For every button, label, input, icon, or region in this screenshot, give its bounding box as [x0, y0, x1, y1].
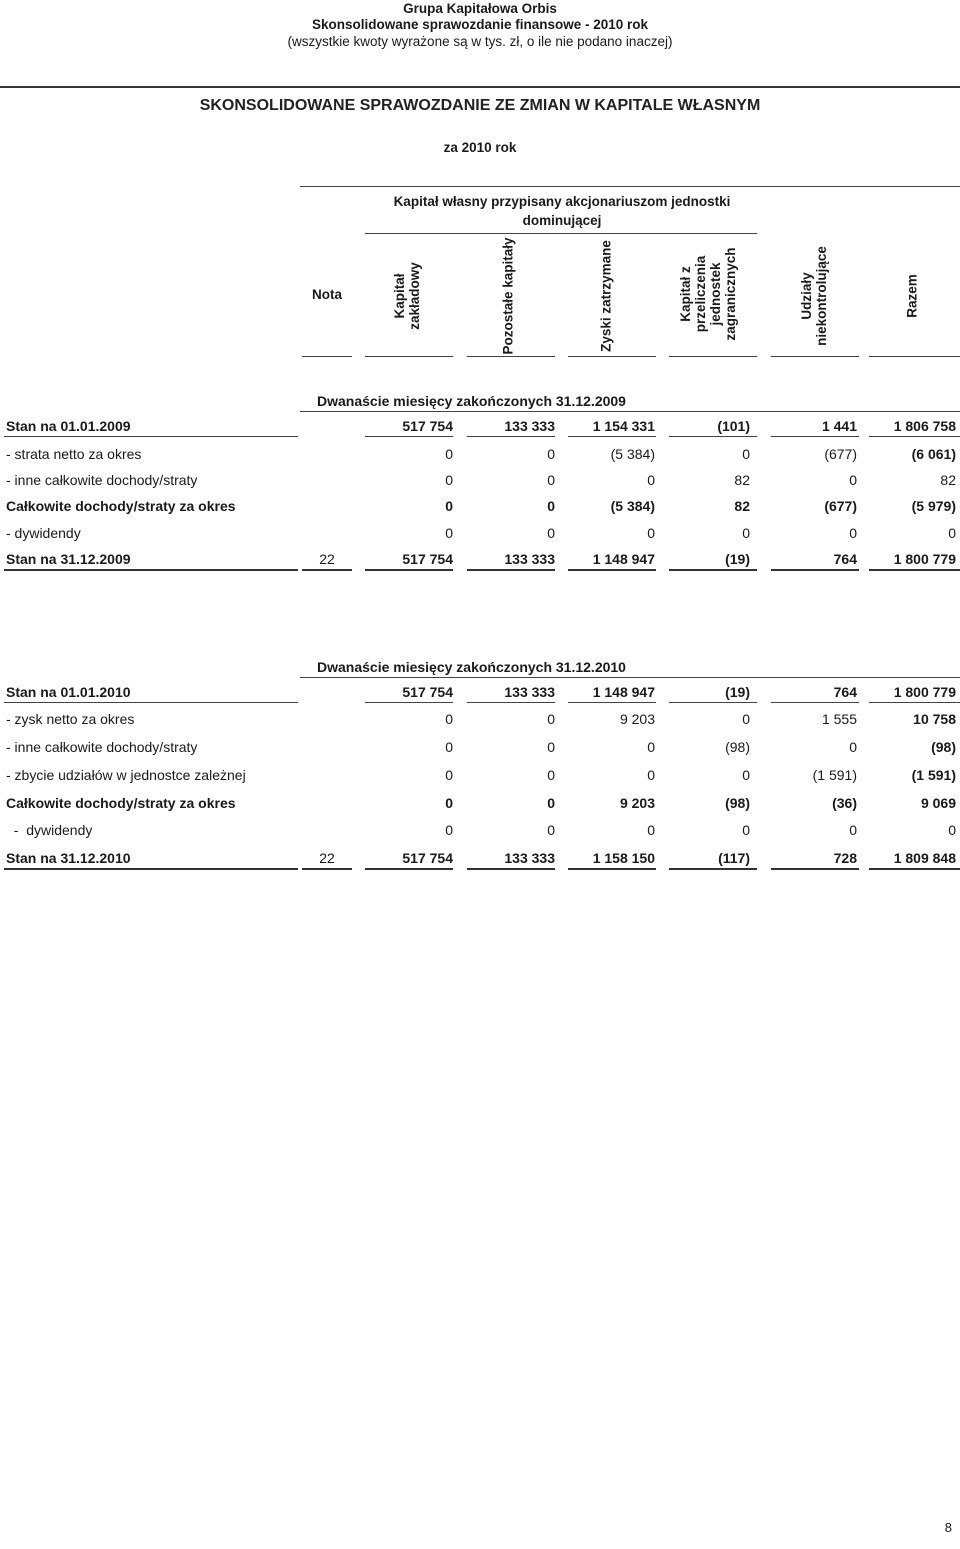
row-label: - inne całkowite dochody/straty: [6, 739, 198, 755]
cell-value: 82: [734, 498, 750, 514]
cell-value: 0: [547, 711, 555, 727]
cell-value: 1 154 331: [592, 418, 655, 434]
header-rule: [568, 356, 656, 357]
column-header-kapital-zakladowy: [392, 261, 422, 331]
cell-value: 0: [849, 739, 857, 755]
column-header-text: Kapitał zakładowy: [392, 262, 422, 330]
row-rule: [669, 436, 757, 437]
table-row: [0, 440, 960, 468]
cell-value: 517 754: [402, 684, 453, 700]
row-rule: [467, 569, 555, 571]
cell-value: (5 384): [610, 446, 655, 462]
cell-value: 0: [547, 525, 555, 541]
cell-value: 82: [940, 472, 956, 488]
cell-value: 0: [647, 525, 655, 541]
page-number: 8: [944, 1520, 952, 1535]
table-row: [0, 761, 960, 789]
cell-value: (36): [832, 795, 857, 811]
row-label: Stan na 31.12.2009: [6, 551, 131, 567]
column-group-header: Kapitał własny przypisany akcjonariuszom jednostki dominującej: [393, 194, 731, 228]
cell-value: 728: [833, 850, 857, 866]
row-rule: [771, 702, 859, 703]
table-row: [0, 519, 960, 547]
cell-value: 0: [547, 739, 555, 755]
row-rule: [869, 868, 960, 870]
cell-value: (1 591): [812, 767, 857, 783]
row-label: Stan na 01.01.2010: [6, 684, 131, 700]
cell-value: (98): [725, 739, 750, 755]
column-header-udzialy-niekontrolujace: [799, 244, 829, 348]
header-rule: [771, 356, 859, 357]
row-label: Całkowite dochody/straty za okres: [6, 795, 236, 811]
row-rule: [4, 569, 298, 571]
cell-value: 0: [742, 446, 750, 462]
currency-note: (wszystkie kwoty wyrażone są w tys. zł, o ile nie podano inaczej): [287, 34, 673, 49]
top-divider: [0, 86, 960, 88]
column-header-razem: Razem: [904, 274, 920, 318]
cell-value: 133 333: [504, 418, 555, 434]
statement-subtitle: za 2010 rok: [443, 140, 517, 155]
header-rule: [302, 356, 352, 357]
row-label: - strata netto za okres: [6, 446, 142, 462]
cell-value: 0: [948, 525, 956, 541]
cell-value: 0: [647, 472, 655, 488]
row-rule: [4, 702, 298, 703]
row-rule: [365, 702, 453, 703]
cell-value: (5 384): [610, 498, 655, 514]
cell-value: 10 758: [913, 711, 956, 727]
table-row: [0, 492, 960, 520]
cell-value: 517 754: [402, 551, 453, 567]
cell-value: 0: [647, 739, 655, 755]
cell-value: 1 800 779: [893, 684, 956, 700]
header-rule: [869, 356, 960, 357]
row-rule: [568, 868, 656, 870]
row-label: Stan na 31.12.2010: [6, 850, 131, 866]
period-header-2010: Dwanaście miesięcy zakończonych 31.12.2010: [317, 659, 626, 675]
cell-value: 0: [445, 472, 453, 488]
row-rule: [669, 702, 757, 703]
header-top-rule: [300, 186, 960, 187]
column-header-pozostale-kapitaly: Pozostałe kapitały: [500, 237, 516, 355]
cell-value: 1 806 758: [893, 418, 956, 434]
row-rule: [467, 436, 555, 437]
cell-value: 0: [647, 767, 655, 783]
row-label: - dywidendy: [6, 525, 81, 541]
table-row: [0, 466, 960, 494]
column-header-kapital-przeliczenia: [678, 246, 738, 342]
row-rule: [568, 569, 656, 571]
cell-value: 9 203: [619, 711, 655, 727]
cell-value: 0: [742, 822, 750, 838]
row-rule: [4, 868, 298, 870]
cell-value: 0: [742, 711, 750, 727]
row-rule: [869, 569, 960, 571]
cell-value: 0: [445, 525, 453, 541]
row-rule: [771, 569, 859, 571]
cell-value: (98): [725, 795, 750, 811]
row-rule: [669, 868, 757, 870]
cell-value: 0: [445, 498, 453, 514]
row-rule: [467, 702, 555, 703]
cell-value: 0: [742, 525, 750, 541]
cell-value: (101): [717, 418, 750, 434]
table-row: [0, 789, 960, 817]
cell-value: 0: [445, 446, 453, 462]
cell-value: 0: [547, 446, 555, 462]
row-label: - zysk netto za okres: [6, 711, 135, 727]
cell-value: 517 754: [402, 850, 453, 866]
table-row: [0, 705, 960, 733]
cell-value: (19): [725, 551, 750, 567]
cell-value: (98): [931, 739, 956, 755]
row-rule: [568, 436, 656, 437]
cell-value: 1 148 947: [592, 551, 655, 567]
header-rule: [467, 356, 555, 357]
cell-value: 9 203: [619, 795, 655, 811]
header-rule: [365, 356, 453, 357]
cell-value: 0: [445, 711, 453, 727]
row-label: - zbycie udziałów w jednostce zależnej: [6, 767, 246, 783]
cell-value: 1 148 947: [592, 684, 655, 700]
cell-value: 764: [833, 551, 857, 567]
cell-value: 0: [547, 822, 555, 838]
table-row: [0, 733, 960, 761]
cell-value: 0: [547, 498, 555, 514]
column-header-text: Udziały niekontrolujące: [799, 246, 829, 346]
cell-value: 0: [647, 822, 655, 838]
cell-value: (5 979): [911, 498, 956, 514]
row-nota: 22: [319, 850, 335, 866]
cell-value: 0: [849, 822, 857, 838]
cell-value: 133 333: [504, 551, 555, 567]
cell-value: 1 555: [821, 711, 857, 727]
period-header-2009: Dwanaście miesięcy zakończonych 31.12.2009: [317, 393, 626, 409]
cell-value: 0: [849, 525, 857, 541]
row-rule: [302, 868, 352, 870]
row-rule: [669, 569, 757, 571]
cell-value: 133 333: [504, 850, 555, 866]
cell-value: (6 061): [911, 446, 956, 462]
row-rule: [869, 436, 960, 437]
company-name: Grupa Kapitałowa Orbis: [403, 1, 557, 16]
cell-value: 0: [742, 767, 750, 783]
row-rule: [302, 569, 352, 571]
cell-value: 517 754: [402, 418, 453, 434]
column-header-zyski-zatrzymane: Zyski zatrzymane: [598, 240, 614, 352]
cell-value: 0: [445, 767, 453, 783]
row-rule: [771, 436, 859, 437]
row-rule: [4, 436, 298, 437]
column-header-nota: Nota: [312, 287, 342, 302]
cell-value: 1 809 848: [893, 850, 956, 866]
cell-value: (117): [718, 850, 750, 866]
cell-value: 764: [833, 684, 857, 700]
cell-value: 0: [547, 472, 555, 488]
row-rule: [365, 436, 453, 437]
statement-title: SKONSOLIDOWANE SPRAWOZDANIE ZE ZMIAN W KAPITALE WŁASNYM: [199, 97, 761, 114]
cell-value: 0: [547, 767, 555, 783]
cell-value: (1 591): [911, 767, 956, 783]
row-rule: [365, 868, 453, 870]
cell-value: 1 441: [821, 418, 857, 434]
row-rule: [568, 702, 656, 703]
row-rule: [869, 702, 960, 703]
cell-value: 0: [445, 739, 453, 755]
row-label: - inne całkowite dochody/straty: [6, 472, 198, 488]
report-name: Skonsolidowane sprawozdanie finansowe - 2010 rok: [311, 17, 649, 32]
row-rule: [365, 569, 453, 571]
cell-value: 0: [445, 822, 453, 838]
cell-value: 0: [849, 472, 857, 488]
cell-value: 0: [547, 795, 555, 811]
cell-value: (677): [824, 498, 857, 514]
cell-value: 0: [948, 822, 956, 838]
column-header-text: Kapitał z przeliczenia jednostek zagranicznych: [678, 247, 738, 341]
row-label: - dywidendy: [6, 822, 93, 838]
row-rule: [467, 868, 555, 870]
cell-value: 0: [445, 795, 453, 811]
table-row: [0, 816, 960, 844]
row-label: Całkowite dochody/straty za okres: [6, 498, 236, 514]
row-rule: [771, 868, 859, 870]
cell-value: 133 333: [504, 684, 555, 700]
cell-value: 1 158 150: [592, 850, 655, 866]
cell-value: (677): [824, 446, 857, 462]
row-nota: 22: [319, 551, 335, 567]
group-underline: [365, 233, 757, 234]
cell-value: 82: [734, 472, 750, 488]
cell-value: (19): [725, 684, 750, 700]
header-rule: [669, 356, 757, 357]
cell-value: 1 800 779: [893, 551, 956, 567]
row-label: Stan na 01.01.2009: [6, 418, 131, 434]
cell-value: 9 069: [920, 795, 956, 811]
